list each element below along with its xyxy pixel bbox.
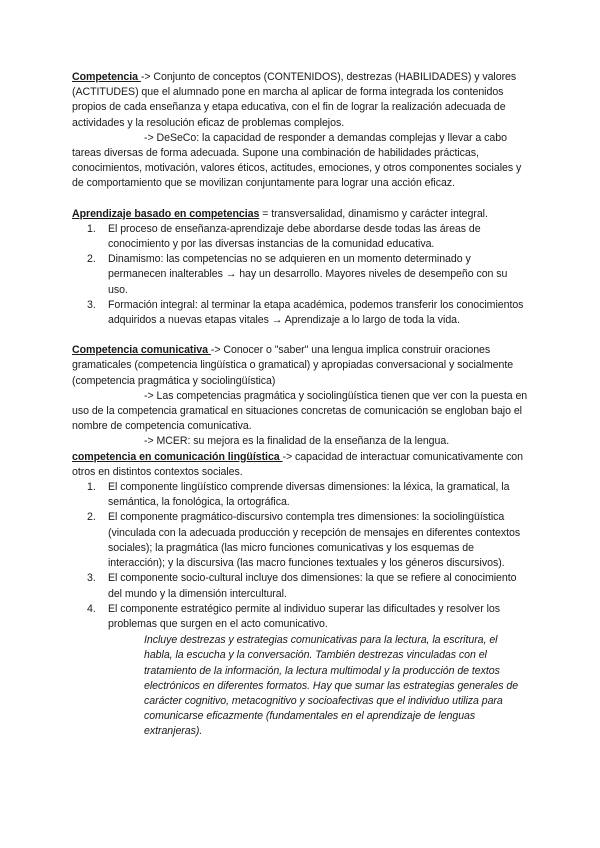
list-item: 4. El componente estratégico permite al individuo superar las dificultades y resolver los problemas que surgen en el acto comunicativo.	[87, 602, 500, 630]
list-item: 1. El proceso de enseñanza-aprendizaje debe abordarse desde todas las áreas de conocimiento y por las diversas instancias de la comunidad educativa.	[87, 222, 481, 251]
componentes-list	[72, 480, 528, 632]
linguistica-paragraph	[72, 450, 528, 480]
list-item: 2. Dinamismo: las competencias no se adquieren en un momento determinado y permanecen inalterables → hay un desarrollo. Mayores niveles de desempeño con su uso.	[87, 253, 508, 296]
aprendizaje-list	[72, 222, 528, 328]
estrategico-note: Incluye destrezas y estrategias comunicativas para la lectura, la escritura, el habla, la escucha y la conversación. También destrezas vinculadas con el tratamiento de la información, la lectura multimodal y la producción de textos electrónicos en diferentes formatos. Hay que sumar las estrategias generales de carácter cognitivo, metacognitivo y socioafectivas que el individuo utiliza para comunicarse eficazmente (fundamentales en el aprendizaje de lenguas extranjeras).	[144, 634, 519, 738]
aprendizaje-definition: = transversalidad, dinamismo y carácter integral.	[259, 207, 488, 220]
list-item: 3. El componente socio-cultural incluye dos dimensiones: la que se refiere al conocimiento del mundo y la dimensión intercultural.	[87, 572, 517, 600]
competencia-paragraph	[72, 70, 528, 131]
list-item: 2. El componente pragmático-discursivo contempla tres dimensiones: la sociolingüística (vinculada con la adecuada producción y recepción de mensajes en diferentes contextos sociales); la pragmática (las micro funciones comunicativas y los esquemas de interacción); y la discursiva (las macro funciones textuales y los géneros discursivos).	[87, 511, 521, 570]
deseco-paragraph: -> DeSeCo: la capacidad de responder a demandas complejas y llevar a cabo tareas diversas de forma adecuada. Supone una combinación de habilidades prácticas, conocimientos, motivación, valores éticos, actitudes, emociones, y otros componentes sociales y de comportamiento que se movilizan conjuntamente para lograr una acción eficaz.	[72, 131, 522, 190]
list-item: 1. El componente lingüístico comprende diversas dimensiones: la léxica, la gramatical, la semántica, la fonológica, la ortográfica.	[87, 481, 510, 509]
list-item: 3. Formación integral: al terminar la etapa académica, podemos transferir los conocimientos adquiridos a nuevas etapas vitales → Aprendizaje a lo largo de toda la vida.	[87, 298, 524, 327]
aprendizaje-paragraph	[72, 207, 528, 222]
competencia-definition: -> Conjunto de conceptos (CONTENIDOS), destrezas (HABILIDADES) y valores (ACTITUDES) que el alumnado pone en marcha al aplicar de forma integrada los contenidos propios de cada enseñanza y etapa educativa, con el fin de lograr la realización adecuada de actividades y la resolución eficaz de problemas complejos.	[72, 71, 517, 129]
linguistica-heading: competencia en comunicación lingüística	[72, 450, 283, 463]
document-page	[72, 70, 528, 740]
pragmatica-paragraph: -> Las competencias pragmática y sociolingüística tienen que ver con la puesta en uso de la competencia gramatical en situaciones concretas de comunicación se engloban bajo el nombre de competencia comunicativa.	[72, 389, 528, 433]
comunicativa-heading: Competencia comunicativa	[72, 344, 211, 357]
competencia-heading: Competencia	[72, 71, 141, 83]
aprendizaje-heading: Aprendizaje basado en competencias	[72, 207, 260, 220]
mcer-paragraph: -> MCER: su mejora es la finalidad de la enseñanza de la lengua.	[144, 435, 450, 448]
comunicativa-definition: -> Conocer o "saber" una lengua implica construir oraciones gramaticales (competencia lingüística o gramatical) y apropiadas conversacional y socialmente (competencia pragmática y sociolingüística)	[72, 344, 514, 387]
comunicativa-paragraph	[72, 343, 528, 389]
linguistica-definition: -> capacidad de interactuar comunicativamente con otros en distintos contextos sociales.	[72, 450, 523, 478]
